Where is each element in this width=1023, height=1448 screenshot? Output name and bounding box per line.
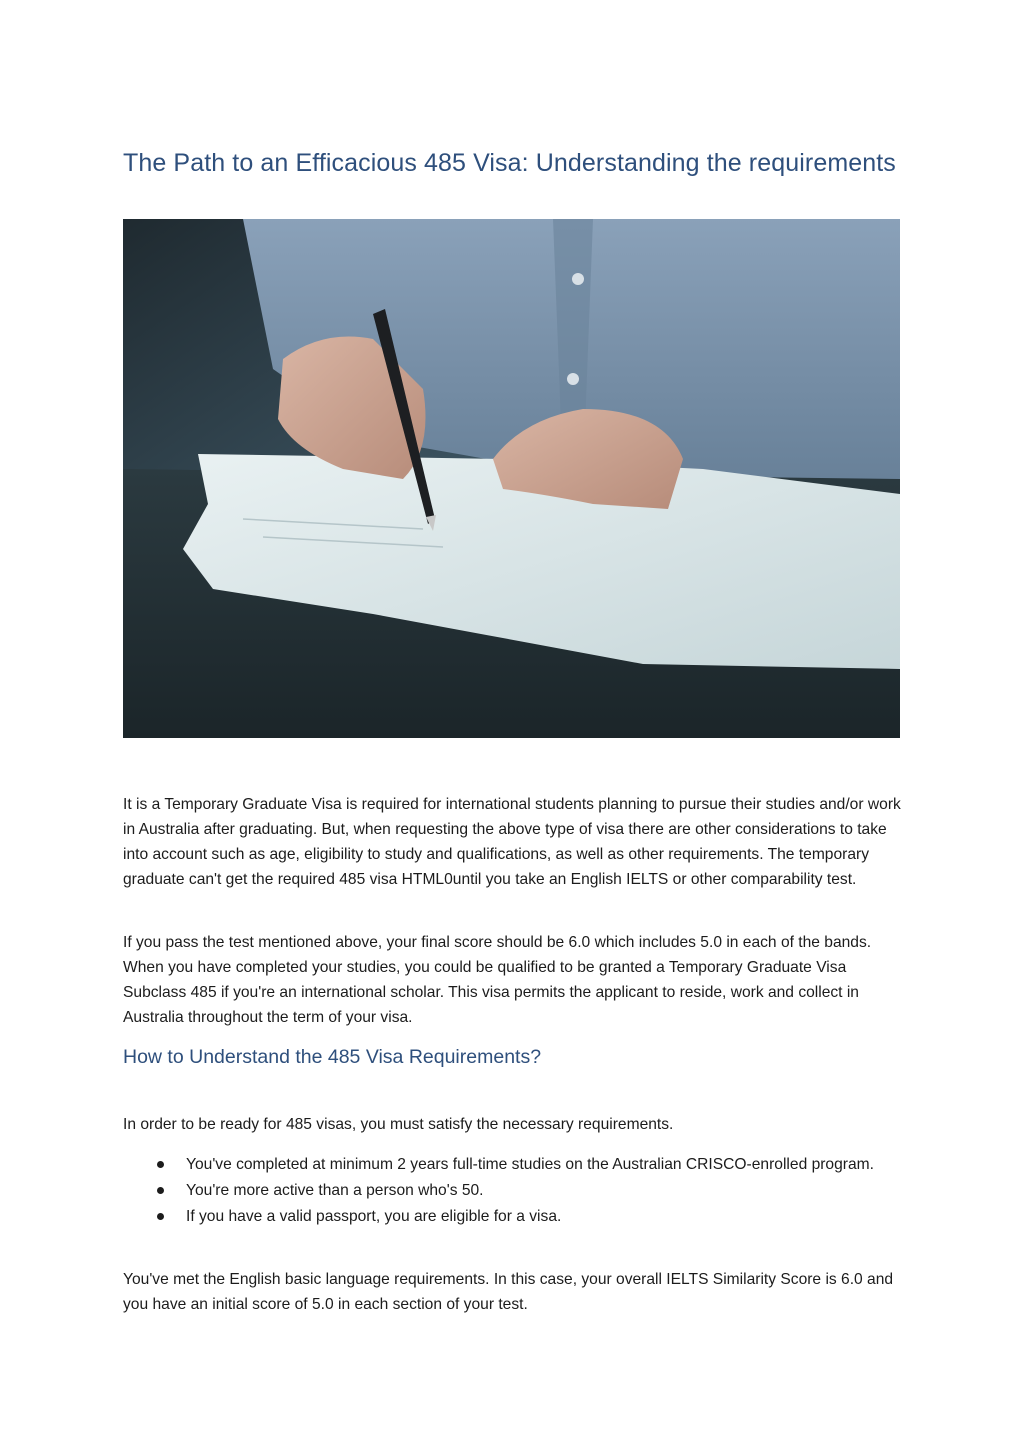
list-item-text: You're more active than a person who's 50. [186, 1182, 484, 1199]
list-item-text: If you have a valid passport, you are eligible for a visa. [186, 1208, 562, 1225]
paragraph-score: If you pass the test mentioned above, your final score should be 6.0 which includes 5.0 in each of the bands. When you have completed your studies, you could be qualified to be granted a Temporary Graduate Visa Subclass 485 if you're an international scholar. This visa permits the applicant to reside, work and collect in Australia throughout the term of your visa. [123, 934, 872, 1026]
bullet-icon [157, 1213, 164, 1220]
bullet-icon [157, 1161, 164, 1168]
paragraph-closing: You've met the English basic language requirements. In this case, your overall IELTS Similarity Score is 6.0 and you have an initial score of 5.0 in each section of your test. [123, 1271, 894, 1313]
paragraph-intro: It is a Temporary Graduate Visa is required for international students planning to pursue their studies and/or work in Australia after graduating. But, when requesting the above type of visa there are other considerations to take into account such as age, eligibility to study and qualifications, as well as other requirements. The temporary graduate can't get the required 485 visa HTML0until you take an English IELTS or other comparability test. [123, 796, 901, 888]
list-item-text: You've completed at minimum 2 years full-time studies on the Australian CRISCO-enrolled program. [186, 1156, 874, 1173]
bullet-icon [157, 1187, 164, 1194]
requirements-list [123, 1152, 908, 1230]
hero-image [123, 219, 900, 738]
paragraph-requirements-intro: In order to be ready for 485 visas, you must satisfy the necessary requirements. [123, 1116, 674, 1133]
page-title: The Path to an Efficacious 485 Visa: Understanding the requirements [123, 149, 896, 177]
section-heading: How to Understand the 485 Visa Requirements? [123, 1046, 542, 1068]
list-item [123, 1152, 908, 1177]
list-item [123, 1204, 908, 1229]
list-item [123, 1178, 908, 1203]
